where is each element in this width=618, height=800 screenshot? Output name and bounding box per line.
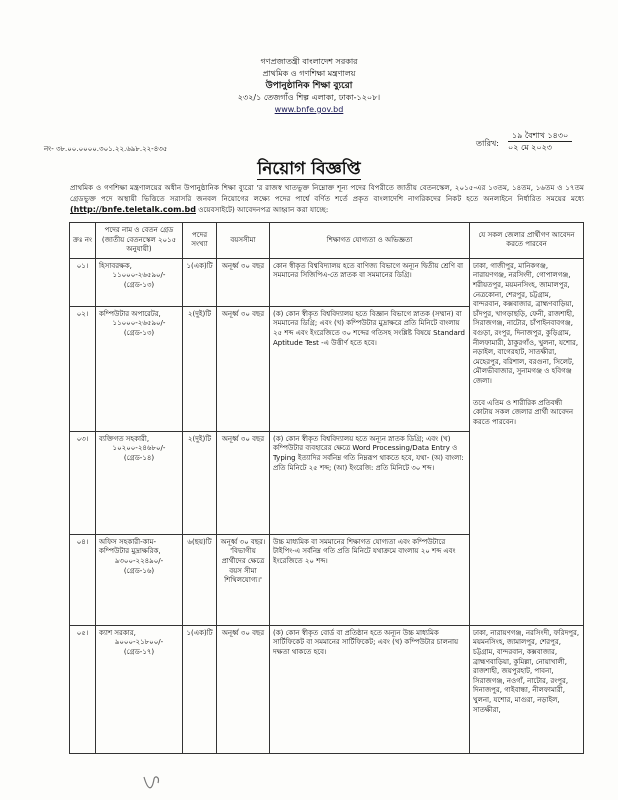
row-qualification: (ক) কোন স্বীকৃত বিশ্ববিদ্যালয় হতে বিজ্ঞান বিভাগে স্নাতক (সম্মান) বা সমমানের ডিগ্রি; এবং (খ) কম্পিউটার মুদ্রাক্ষরে প্রতি মিনিটে বাংলায় ২৫ শব্দ এবং ইংরেজিতে ৩০ শব্দের গতিসহ সংশ্লিষ্ট বিষয়ে Standard Aptitude Test -এ উত্তীর্ণ হতে হবে। — [270, 306, 470, 431]
intro-paragraph — [70, 183, 584, 215]
row-serial: ০২। — [70, 306, 96, 431]
bureau-name: উপানুষ্ঠানিক শিক্ষা ব্যুরো — [265, 81, 353, 91]
handwritten-mark — [140, 773, 164, 797]
row-age: অনূর্ধ্ব ৩০ বছর — [217, 431, 270, 534]
row-qualification: কোন স্বীকৃত বিশ্ববিদ্যালয় হতে বাণিজ্য বিভাগে অন্যূন দ্বিতীয় শ্রেণি বা সমমানের সিজিপিএ-তে স্নাতক বা সমমানের ডিগ্রি। — [270, 258, 470, 306]
pay-grade: (গ্রেড-১৪) — [123, 453, 155, 462]
row-qualification: উচ্চ মাধ্যমিক বা সমমানের শিক্ষাগত যোগ্যতা এবং কম্পিউটারে টাইপিং-এ সর্বনিম্ন গতি প্রতি মিনিটে যথাক্রমে বাংলায় ২০ শব্দ এবং ইংরেজিতে ২০ শব্দ। — [270, 534, 470, 625]
office-address: ২৩২/১ তেজগাঁও শিল্প এলাকা, ঢাকা-১২০৮। — [237, 93, 381, 102]
website-link[interactable]: www.bnfe.gov.bd — [274, 105, 344, 114]
row-serial: ০৪। — [70, 534, 96, 625]
row-qualification: (ক) কোন স্বীকৃত বিশ্ববিদ্যালয় হতে অন্যূন স্নাতক ডিগ্রি; এবং (খ) কম্পিউটার ব্যবহারের ক্ষেত্রে Word Processing/Data Entry ও Typing ইত্যাদির সর্বনিম্ন গতি নিম্নরূপ থাকতে হবে, যথা- (অ) বাংলা: প্রতি মিনিটে ২৫ শব্দ; (আ) ইংরেজি: প্রতি মিনিটে ৩০ শব্দ। — [270, 431, 470, 534]
notice-title-text: নিয়োগ বিজ্ঞপ্তি — [257, 159, 361, 179]
pay-scale: ১০২০০-২৪৬৮০/- — [112, 444, 166, 453]
post-name: হিসাবরক্ষক, — [99, 261, 132, 270]
table-row — [70, 258, 584, 306]
post-name: কম্পিউটার অপারেটর, — [99, 309, 161, 318]
initial-scribble — [140, 773, 164, 793]
notice-title — [0, 156, 618, 184]
row-age: অনূর্ধ্ব ৩০ বছর — [217, 306, 270, 431]
row-count: ৬(ছয়)টি — [183, 534, 217, 625]
pay-scale: ৯৩০০-২২৪৯০/- — [114, 556, 164, 565]
date-english: ০২ মে ২০২৩ — [508, 143, 552, 152]
vacancy-table — [69, 222, 584, 754]
header-count: পদের সংখ্যা — [183, 223, 217, 259]
row-count: ২(দুই)টি — [183, 431, 217, 534]
row-serial: ০৫। — [70, 625, 96, 753]
row-serial: ০৩। — [70, 431, 96, 534]
pay-scale: ৯০০০-২১৮০০/- — [114, 638, 164, 647]
post-name: ব্যক্তিগত সহকারী, — [99, 434, 150, 443]
table-row — [70, 625, 584, 753]
header-age: বয়সসীমা — [217, 223, 270, 259]
row-districts: ঢাকা, নারায়ণগঞ্জ, নরসিংদী, ফরিদপুর, ময়মনসিংহ, জামালপুর, শেরপুর, চট্টগ্রাম, বান্দরবান, কক্সবাজার, ব্রাহ্মণবাড়িয়া, কুমিল্লা, নোয়াখালী, রাজশাহী, জয়পুরহাট, পাবনা, সিরাজগঞ্জ, নওগাঁ, নাটোর, রংপুর, দিনাজপুর, গাইবান্ধা, নীলফামারী, খুলনা, যশোর, মাগুরা, নড়াইল, সাতক্ষীরা, — [470, 625, 584, 753]
row-post — [96, 431, 183, 534]
districts-list: ঢাকা, গাজীপুর, মানিকগঞ্জ, নারায়ণগঞ্জ, নরসিংদী, গোপালগঞ্জ, শরীয়তপুর, ময়মনসিংহ, জামালপুর, নেত্রকোনা, শেরপুর, চট্টগ্রাম, বান্দরবান, কক্সবাজার, ব্রাহ্মণবাড়িয়া, চাঁদপুর, খাগড়াছড়ি, ফেনী, রাজশাহী, সিরাজগঞ্জ, নাটোর, চাঁপাইনবাবগঞ্জ, বগুড়া, রংপুর, দিনাজপুর, কুড়িগ্রাম, নীলফামারী, ঠাকুরগাঁও, খুলনা, যশোর, নড়াইল, বাগেরহাট, সাতক্ষীরা, মেহেরপুর, বরিশাল, বরগুনা, সিলেট, মৌলভীবাজার, সুনামগঞ্জ ও হবিগঞ্জ জেলা। — [473, 261, 579, 385]
header-post: পদের নাম ও বেতন গ্রেড (জাতীয় বেতনস্কেল ২০১৫ অনুযায়ী) — [96, 223, 183, 259]
districts-cell — [470, 258, 584, 625]
table-header-row — [70, 223, 584, 259]
row-post — [96, 625, 183, 753]
row-post — [96, 534, 183, 625]
pay-scale: ১১০০০-২৬৫৯০/- — [112, 319, 166, 328]
districts-note: তবে এতিম ও শারীরিক প্রতিবন্ধী কোটায় সকল জেলার প্রার্থী আবেদন করতে পারবেন। — [473, 398, 574, 426]
row-count: ১(এক)টি — [183, 625, 217, 753]
row-count: ১(এক)টি — [183, 258, 217, 306]
row-serial: ০১। — [70, 258, 96, 306]
row-post — [96, 306, 183, 431]
pay-scale: ১১০০০-২৬৫৯০/- — [112, 271, 166, 280]
date-label: তারিখ: — [476, 139, 499, 148]
row-qualification: (ক) কোন স্বীকৃত বোর্ড বা প্রতিষ্ঠান হতে অন্যূন উচ্চ মাধ্যমিক সার্টিফিকেট বা সমমানের সার্টিফিকেট; এবং (খ) কম্পিউটার চালনায় দক্ষতা থাকতে হবে। — [270, 625, 470, 753]
ministry-name: প্রাথমিক ও গণশিক্ষা মন্ত্রণালয় — [262, 69, 356, 78]
header-districts: যে সকল জেলার প্রার্থীগণ আবেদন করতে পারবেন — [470, 223, 584, 259]
post-name: ক্যাশ সরকার, — [99, 628, 136, 637]
pay-grade: (গ্রেড-১৩) — [123, 280, 155, 289]
apply-link[interactable]: (http://bnfe.teletalk.com.bd — [70, 204, 196, 214]
pay-grade: (গ্রেড-১৭) — [123, 647, 155, 656]
row-age: অনূর্ধ্ব ৩০ বছর — [217, 258, 270, 306]
row-post — [96, 258, 183, 306]
date-bangla: ১৯ বৈশাখ ১৪৩০ — [508, 130, 572, 142]
pay-grade: (গ্রেড-১৩) — [123, 328, 155, 337]
header-serial: ক্রঃ নং — [70, 223, 96, 259]
office-header — [0, 56, 618, 116]
post-name: অফিস সহকারী-কাম-কম্পিউটার মুদ্রাক্ষরিক, — [99, 537, 161, 556]
govt-name: গণপ্রজাতন্ত্রী বাংলাদেশ সরকার — [260, 57, 358, 66]
memo-number: নং- ৩৮.০০.০০০০.৩০১.২২.৬৯৮.২২-৪৩৫ — [44, 145, 168, 153]
intro-text: প্রাথমিক ও গণশিক্ষা মন্ত্রণালয়ের অধীন উপানুষ্ঠানিক শিক্ষা ব্যুরো 'র রাজস্ব খাতভুক্ত নিম্নোক্ত শূন্য পদের বিপরীতে জাতীয় বেতনস্কেল, ২০১৫-এর ১৩তম, ১৪তম, ১৬তম ও ১৭তম গ্রেডভুক্ত পদে অস্থায়ী ভিত্তিতে সরাসরি জনবল নিয়োগের লক্ষ্যে পদের পার্শ্বে বর্ণিত শর্তে প্রকৃত বাংলাদেশি নাগরিকদের নিকট হতে অনলাইনে নির্ধারিত সময়ের মধ্যে — [70, 183, 584, 203]
header-qualification: শিক্ষাগত যোগ্যতা ও অভিজ্ঞতা — [270, 223, 470, 259]
row-count: ২(দুই)টি — [183, 306, 217, 431]
row-age: অনূর্ধ্ব ৩০ বছর — [217, 625, 270, 753]
pay-grade: (গ্রেড-১৬) — [123, 566, 155, 575]
date-block — [476, 130, 572, 153]
row-age: অনূর্ধ্ব ৩০ বছর। 'বিভাগীয় প্রার্থীদের ক্ষেত্রে বয়স সীমা শিথিলযোগ্য।' — [217, 534, 270, 625]
intro-tail: ওয়েবসাইটে) আবেদনপত্র আহ্বান করা যাচ্ছে: — [198, 204, 329, 214]
